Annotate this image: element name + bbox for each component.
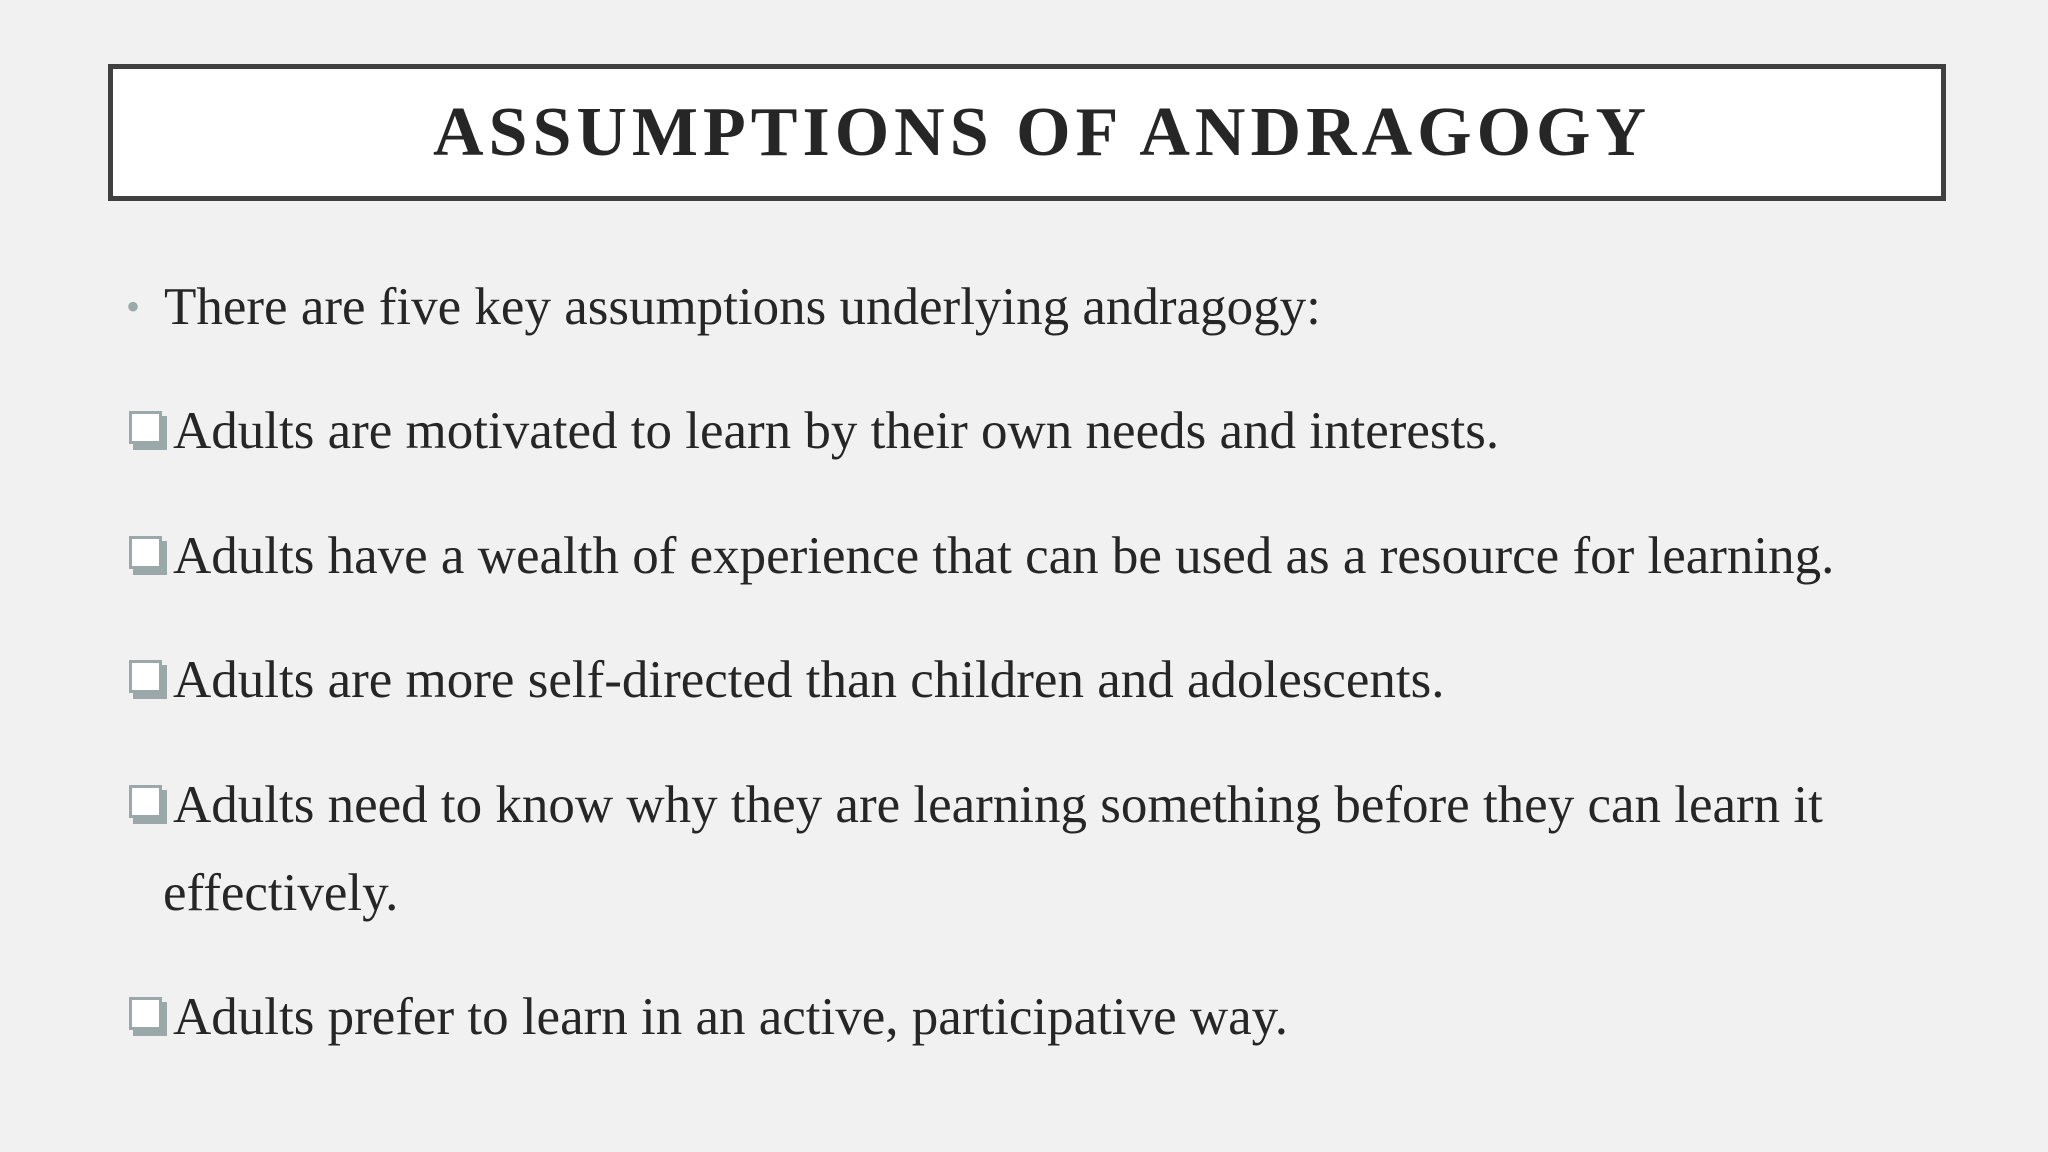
checkbox-bullet-icon: [129, 997, 169, 1037]
checkbox-bullet-icon: [129, 536, 169, 576]
list-item: [129, 512, 1834, 600]
list-item-text: Adults are more self-directed than children and adolescents.: [173, 651, 1445, 709]
checkbox-bullet-icon: [129, 785, 169, 825]
title-box: [108, 64, 1946, 201]
checkbox-bullet-icon: [129, 660, 169, 700]
list-item-text: Adults have a wealth of experience that can be used as a resource for learning.: [173, 527, 1835, 585]
slide-title: ASSUMPTIONS OF ANDRAGOGY: [432, 93, 1652, 171]
list-item: [129, 973, 1288, 1061]
dot-bullet-icon: •: [126, 284, 141, 329]
checkbox-bullet-icon: [129, 411, 169, 451]
list-item-continuation: effectively.: [163, 864, 399, 922]
list-item-text: Adults are motivated to learn by their own needs and interests.: [173, 402, 1500, 460]
intro-text: There are five key assumptions underlying andragogy:: [164, 278, 1321, 336]
list-item-text: Adults need to know why they are learning something before they can learn it: [173, 776, 1823, 834]
intro-line: [126, 263, 1321, 351]
list-item: [129, 387, 1499, 475]
list-item-text: Adults prefer to learn in an active, participative way.: [173, 988, 1288, 1046]
list-item: [129, 761, 1823, 849]
list-item: [129, 636, 1445, 724]
